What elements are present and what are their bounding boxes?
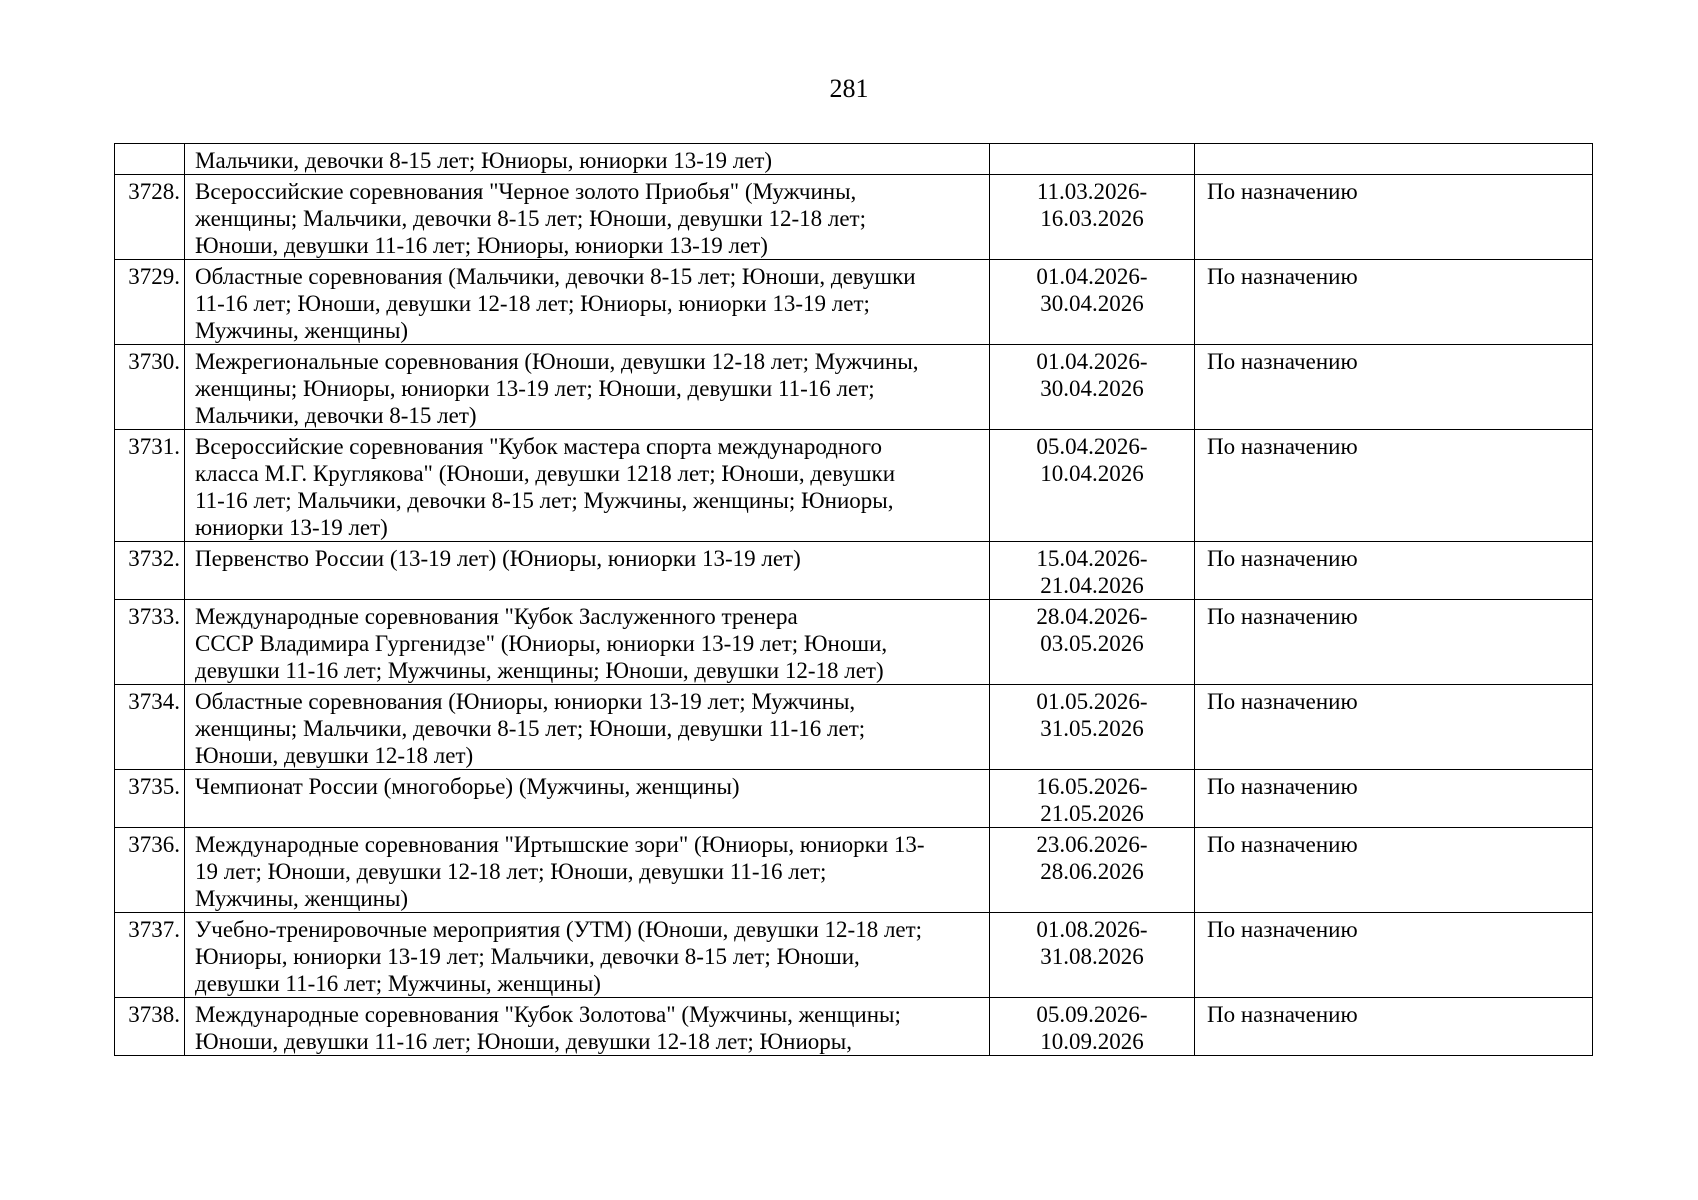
event-name-line: Всероссийские соревнования "Черное золото Приобья" (Мужчины, bbox=[195, 179, 857, 204]
event-name-cell bbox=[185, 175, 990, 260]
table-row bbox=[115, 144, 1593, 175]
event-name-line: женщины; Мальчики, девочки 8-15 лет; Юноши, девушки 11-16 лет; bbox=[195, 716, 866, 741]
event-date-line: 31.05.2026 bbox=[1040, 716, 1144, 741]
event-date-line: 30.04.2026 bbox=[1040, 291, 1144, 316]
event-name-line: Областные соревнования (Юниоры, юниорки 13-19 лет; Мужчины, bbox=[195, 689, 856, 714]
row-number: 3729. bbox=[115, 260, 185, 345]
event-name-line: Юноши, девушки 11-16 лет; Юниоры, юниорки 13-19 лет) bbox=[195, 233, 768, 258]
event-name-cell bbox=[185, 144, 990, 175]
event-name-cell bbox=[185, 913, 990, 998]
event-name-line: класса М.Г. Круглякова" (Юноши, девушки 1218 лет; Юноши, девушки bbox=[195, 461, 896, 486]
event-name-line: Областные соревнования (Мальчики, девочки 8-15 лет; Юноши, девушки bbox=[195, 264, 916, 289]
event-date-line: 03.05.2026 bbox=[1040, 631, 1144, 656]
event-date-line: 16.05.2026- bbox=[1036, 774, 1148, 799]
event-name-line: женщины; Юниоры, юниорки 13-19 лет; Юноши, девушки 11-16 лет; bbox=[195, 376, 875, 401]
table-row bbox=[115, 542, 1593, 600]
event-dates-cell bbox=[990, 828, 1195, 913]
row-number: 3728. bbox=[115, 175, 185, 260]
event-name-line: СССР Владимира Гургенидзе" (Юниоры, юниорки 13-19 лет; Юноши, bbox=[195, 631, 888, 656]
table-row bbox=[115, 828, 1593, 913]
event-name-cell bbox=[185, 828, 990, 913]
event-dates-cell bbox=[990, 770, 1195, 828]
event-date-line: 16.03.2026 bbox=[1040, 206, 1144, 231]
event-location-cell: По назначению bbox=[1195, 828, 1593, 913]
event-name-line: женщины; Мальчики, девочки 8-15 лет; Юноши, девушки 12-18 лет; bbox=[195, 206, 866, 231]
event-dates-cell bbox=[990, 430, 1195, 542]
event-name-line: Юноши, девушки 12-18 лет) bbox=[195, 743, 474, 768]
event-name-line: Мужчины, женщины) bbox=[195, 318, 409, 343]
event-date-line: 01.04.2026- bbox=[1036, 349, 1148, 374]
event-location-cell: По назначению bbox=[1195, 345, 1593, 430]
event-location-cell: По назначению bbox=[1195, 600, 1593, 685]
event-dates-cell bbox=[990, 542, 1195, 600]
table-row bbox=[115, 685, 1593, 770]
event-location-cell: По назначению bbox=[1195, 685, 1593, 770]
event-date-line: 28.04.2026- bbox=[1036, 604, 1148, 629]
event-name-line: Юноши, девушки 11-16 лет; Юноши, девушки 12-18 лет; Юниоры, bbox=[195, 1029, 852, 1054]
table-row bbox=[115, 175, 1593, 260]
event-dates-cell bbox=[990, 144, 1195, 175]
table-row bbox=[115, 998, 1593, 1056]
row-number: 3736. bbox=[115, 828, 185, 913]
event-location-cell: По назначению bbox=[1195, 430, 1593, 542]
events-table-body bbox=[115, 144, 1593, 1056]
table-row bbox=[115, 430, 1593, 542]
event-name-cell bbox=[185, 430, 990, 542]
event-dates-cell bbox=[990, 260, 1195, 345]
table-row bbox=[115, 770, 1593, 828]
event-date-line: 15.04.2026- bbox=[1036, 546, 1148, 571]
event-name-line: Всероссийские соревнования "Кубок мастера спорта международного bbox=[195, 434, 883, 459]
event-name-cell bbox=[185, 260, 990, 345]
event-date-line: 21.05.2026 bbox=[1040, 801, 1144, 826]
event-date-line: 01.04.2026- bbox=[1036, 264, 1148, 289]
event-date-line: 31.08.2026 bbox=[1040, 944, 1144, 969]
page-number: 281 bbox=[829, 74, 869, 103]
event-name-line: 19 лет; Юноши, девушки 12-18 лет; Юноши, девушки 11-16 лет; bbox=[195, 859, 827, 884]
event-date-line: 05.09.2026- bbox=[1036, 1002, 1148, 1027]
event-location-cell: По назначению bbox=[1195, 542, 1593, 600]
event-date-line: 23.06.2026- bbox=[1036, 832, 1148, 857]
row-number: 3733. bbox=[115, 600, 185, 685]
event-name-cell bbox=[185, 542, 990, 600]
event-dates-cell bbox=[990, 998, 1195, 1056]
event-dates-cell bbox=[990, 685, 1195, 770]
row-number bbox=[115, 144, 185, 175]
row-number: 3732. bbox=[115, 542, 185, 600]
event-name-line: Чемпионат России (многоборье) (Мужчины, женщины) bbox=[195, 774, 740, 799]
event-name-line: Мальчики, девочки 8-15 лет; Юниоры, юниорки 13-19 лет) bbox=[195, 148, 773, 173]
event-date-line: 30.04.2026 bbox=[1040, 376, 1144, 401]
event-name-line: Международные соревнования "Кубок Золотова" (Мужчины, женщины; bbox=[195, 1002, 901, 1027]
row-number: 3735. bbox=[115, 770, 185, 828]
event-name-cell bbox=[185, 685, 990, 770]
event-location-cell: По назначению bbox=[1195, 175, 1593, 260]
event-name-cell bbox=[185, 600, 990, 685]
events-table bbox=[114, 143, 1593, 1056]
event-name-line: Учебно-тренировочные мероприятия (УТМ) (Юноши, девушки 12-18 лет; bbox=[195, 917, 923, 942]
row-number: 3737. bbox=[115, 913, 185, 998]
table-row bbox=[115, 600, 1593, 685]
event-name-line: Первенство России (13-19 лет) (Юниоры, юниорки 13-19 лет) bbox=[195, 546, 801, 571]
event-dates-cell bbox=[990, 600, 1195, 685]
table-row bbox=[115, 260, 1593, 345]
event-location-cell: По назначению bbox=[1195, 913, 1593, 998]
event-date-line: 28.06.2026 bbox=[1040, 859, 1144, 884]
event-name-line: Международные соревнования "Иртышские зори" (Юниоры, юниорки 13- bbox=[195, 832, 925, 857]
event-date-line: 05.04.2026- bbox=[1036, 434, 1148, 459]
event-date-line: 01.08.2026- bbox=[1036, 917, 1148, 942]
event-name-line: юниорки 13-19 лет) bbox=[195, 515, 388, 540]
row-number: 3731. bbox=[115, 430, 185, 542]
event-name-line: Мальчики, девочки 8-15 лет) bbox=[195, 403, 477, 428]
event-dates-cell bbox=[990, 345, 1195, 430]
event-name-cell bbox=[185, 770, 990, 828]
event-location-cell: По назначению bbox=[1195, 770, 1593, 828]
event-date-line: 11.03.2026- bbox=[1036, 179, 1148, 204]
event-name-line: девушки 11-16 лет; Мужчины, женщины) bbox=[195, 971, 601, 996]
event-location-cell: По назначению bbox=[1195, 260, 1593, 345]
event-dates-cell bbox=[990, 175, 1195, 260]
event-dates-cell bbox=[990, 913, 1195, 998]
event-date-line: 10.04.2026 bbox=[1040, 461, 1144, 486]
table-row bbox=[115, 345, 1593, 430]
event-name-line: Юниоры, юниорки 13-19 лет; Мальчики, девочки 8-15 лет; Юноши, bbox=[195, 944, 860, 969]
row-number: 3738. bbox=[115, 998, 185, 1056]
event-location-cell bbox=[1195, 144, 1593, 175]
event-name-line: Международные соревнования "Кубок Заслуженного тренера bbox=[195, 604, 798, 629]
row-number: 3734. bbox=[115, 685, 185, 770]
event-name-cell bbox=[185, 998, 990, 1056]
event-date-line: 21.04.2026 bbox=[1040, 573, 1144, 598]
event-date-line: 10.09.2026 bbox=[1040, 1029, 1144, 1054]
event-name-line: 11-16 лет; Юноши, девушки 12-18 лет; Юниоры, юниорки 13-19 лет; bbox=[195, 291, 870, 316]
event-date-line: 01.05.2026- bbox=[1036, 689, 1148, 714]
event-location-cell: По назначению bbox=[1195, 998, 1593, 1056]
event-name-line: Межрегиональные соревнования (Юноши, девушки 12-18 лет; Мужчины, bbox=[195, 349, 919, 374]
table-row bbox=[115, 913, 1593, 998]
row-number: 3730. bbox=[115, 345, 185, 430]
event-name-line: девушки 11-16 лет; Мужчины, женщины; Юноши, девушки 12-18 лет) bbox=[195, 658, 884, 683]
event-name-line: Мужчины, женщины) bbox=[195, 886, 409, 911]
event-name-cell bbox=[185, 345, 990, 430]
event-name-line: 11-16 лет; Мальчики, девочки 8-15 лет; Мужчины, женщины; Юниоры, bbox=[195, 488, 894, 513]
